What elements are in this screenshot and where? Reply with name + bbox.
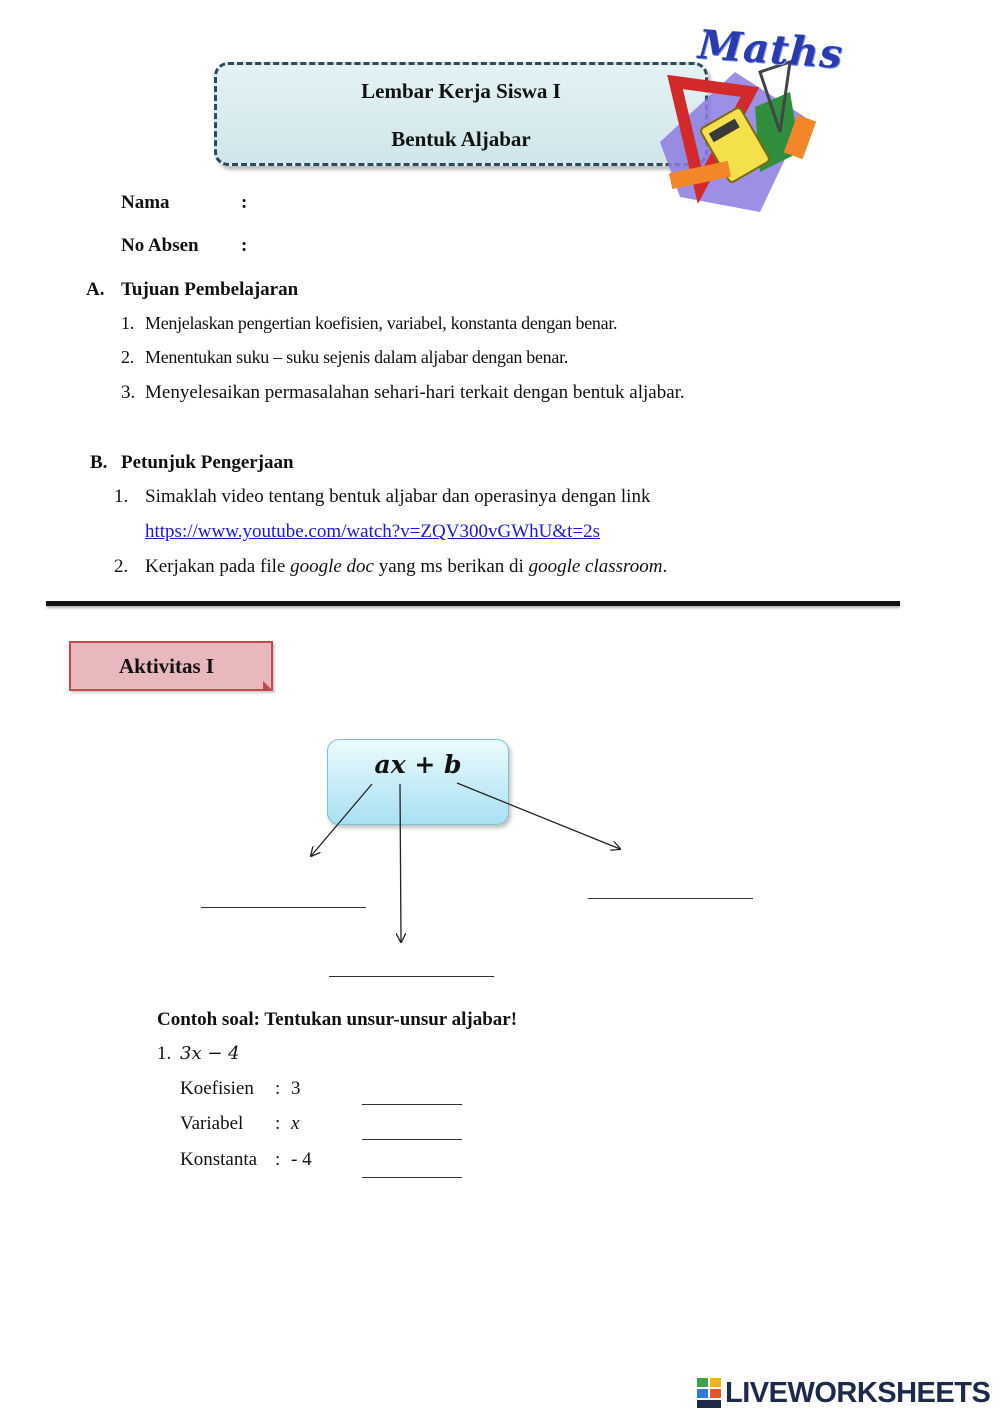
liveworksheets-logo [697,1376,990,1410]
coefficient-value: 3 [291,1078,301,1099]
objective-number: 3. [121,382,136,403]
section-a-title: Tujuan Pembelajaran [121,279,299,300]
instruction-text-part: Kerjakan pada file [145,556,291,577]
activity-title: Aktivitas I [69,641,273,691]
variable-label: Variabel [180,1113,244,1134]
absen-label: No Absen [121,235,199,256]
example-expression: 3x − 4 [180,1043,240,1064]
constant-colon: : [275,1149,281,1170]
example-number: 1. [157,1043,172,1064]
youtube-link[interactable]: https://www.youtube.com/watch?v=ZQV300vGWhU&t=2s [145,521,601,542]
instruction-text-part: . [662,556,668,577]
google-doc-term: google doc [290,556,374,577]
instruction-text: Simaklah video tentang bentuk aljabar dan operasinya dengan link [145,486,651,507]
objective-text: Menentukan suku – suku sejenis dalam aljabar dengan benar. [145,347,568,367]
example-heading: Contoh soal: Tentukan unsur-unsur aljabar! [157,1009,518,1030]
constant-answer-blank[interactable] [362,1177,462,1178]
coefficient-colon: : [275,1078,281,1099]
objective-text: Menyelesaikan permasalahan sehari-hari terkait dengan bentuk aljabar. [145,382,685,403]
objective-number: 2. [121,347,134,367]
arrow-constant [457,783,620,849]
answer-blank-right[interactable] [588,898,753,899]
coefficient-answer-blank[interactable] [362,1104,462,1105]
maths-logo-text: Maths [696,20,845,79]
constant-label: Konstanta [180,1149,258,1170]
arrow-coefficient [311,784,372,856]
answer-blank-left[interactable] [201,907,366,908]
liveworksheets-brand: LIVEWORKSHEETS [725,1376,991,1409]
variable-colon: : [275,1113,281,1134]
answer-blank-bottom[interactable] [329,976,494,977]
formula-text: ax + b [374,750,462,779]
section-a-marker: A. [86,279,105,300]
arrow-variable [400,784,401,942]
worksheet-title: Lembar Kerja Siswa I [361,79,561,103]
instruction-number: 1. [114,486,129,507]
variable-answer-blank[interactable] [362,1139,462,1140]
section-b-title: Petunjuk Pengerjaan [121,452,294,473]
objective-text: Menjelaskan pengertian koefisien, variabel, konstanta dengan benar. [145,313,618,333]
objective-number: 1. [121,313,134,333]
section-b-marker: B. [90,452,108,473]
coefficient-label: Koefisien [180,1078,254,1099]
worksheet-subtitle: Bentuk Aljabar [391,127,531,151]
instruction-text-part: yang ms berikan di [373,556,529,577]
variable-value: x [291,1113,300,1134]
name-label: Nama [121,192,170,213]
constant-value: - 4 [291,1149,312,1170]
google-classroom-term: google classroom [528,556,663,577]
liveworksheets-icon [697,1378,721,1408]
instruction-number: 2. [114,556,129,577]
absen-colon: : [241,235,248,256]
name-colon: : [241,192,248,213]
